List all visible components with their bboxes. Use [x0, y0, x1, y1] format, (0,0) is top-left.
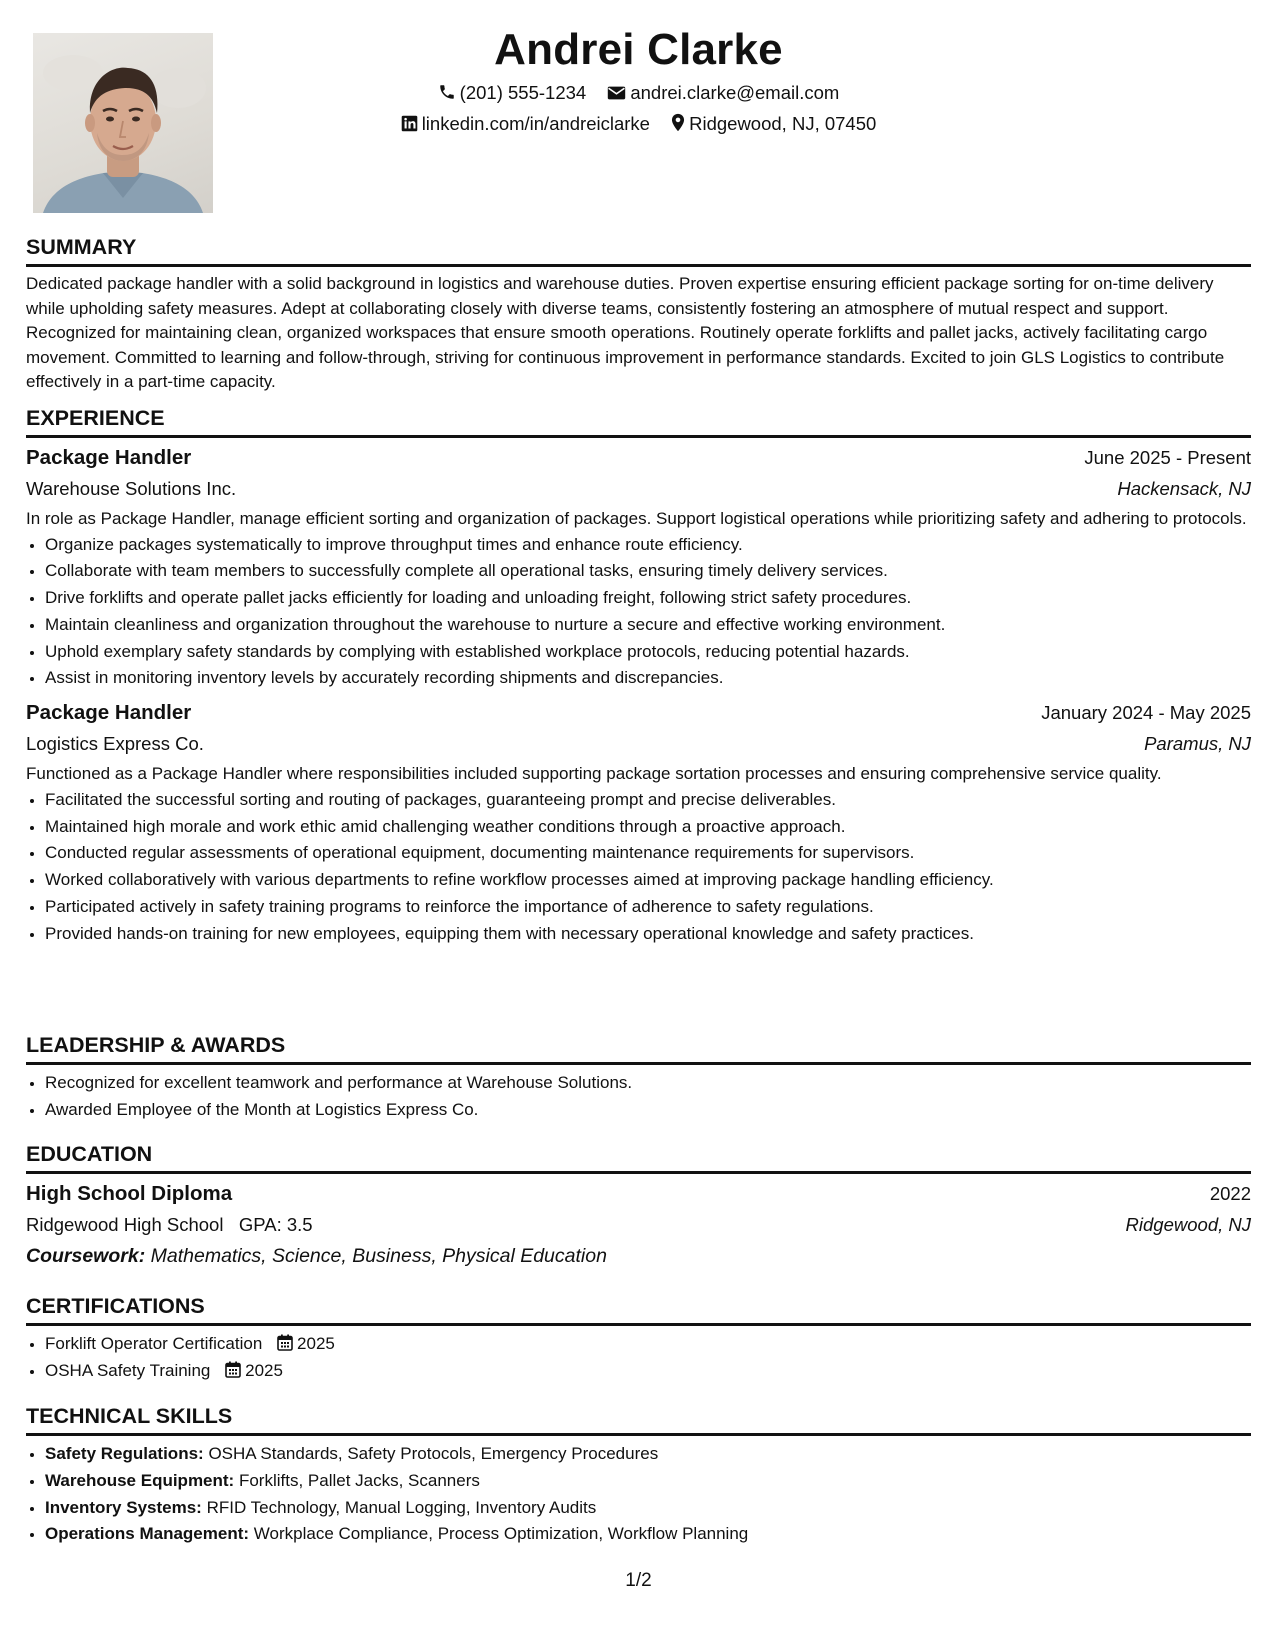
coursework-label: Coursework: [26, 1245, 146, 1267]
job-bullet: • Facilitated the successful sorting and routing of packages, guaranteeing prompt and precise deliverables. [45, 787, 1251, 814]
job-title-row [26, 698, 1251, 729]
skill-value: RFID Technology, Manual Logging, Inventory Audits [206, 1497, 597, 1517]
contact-row-2 [26, 111, 1251, 137]
job-company: Logistics Express Co. [26, 733, 204, 755]
school-row [26, 1210, 1251, 1241]
certifications-section [26, 1292, 1251, 1385]
job-title: Package Handler [26, 701, 192, 725]
certification-name: OSHA Safety Training [45, 1360, 211, 1380]
awards-section [26, 1031, 1251, 1124]
education-heading: EDUCATION [26, 1140, 1251, 1174]
experience-heading: EXPERIENCE [26, 404, 1251, 438]
skills-heading: TECHNICAL SKILLS [26, 1402, 1251, 1436]
certification-item [45, 1358, 1251, 1385]
job-dates: June 2025 - Present [1084, 447, 1251, 468]
job-dates: January 2024 - May 2025 [1041, 702, 1251, 724]
skills-list [26, 1441, 1251, 1548]
certifications-list [26, 1331, 1251, 1385]
map-pin-icon [671, 113, 685, 132]
skill-value: OSHA Standards, Safety Protocols, Emergency Procedures [208, 1444, 659, 1463]
job-bullet: • Collaborate with team members to successfully complete all operational tasks, ensuring timely delivery services. [45, 558, 1251, 585]
linkedin-contact[interactable] [401, 111, 650, 137]
job-bullet: • Maintained high morale and work ethic amid challenging weather conditions through a proactive approach. [45, 814, 1251, 841]
location-text: Ridgewood, NJ, 07450 [689, 113, 877, 134]
skill-item [45, 1495, 1251, 1522]
location-contact [671, 111, 876, 137]
job-location: Paramus, NJ [1144, 733, 1251, 755]
job-bullet: • Drive forklifts and operate pallet jacks efficiently for loading and unloading freight, following strict safety procedures. [45, 585, 1251, 612]
job-company: Warehouse Solutions Inc. [26, 478, 237, 499]
job-bullet: • Maintain cleanliness and organization throughout the warehouse to nurture a secure and effective working environment. [45, 612, 1251, 639]
summary-heading: SUMMARY [26, 233, 1251, 267]
job-location: Hackensack, NJ [1117, 478, 1251, 499]
calendar-icon [225, 1361, 241, 1378]
skill-value: Workplace Compliance, Process Optimization, Workflow Planning [253, 1524, 749, 1544]
phone-text: (201) 555-1234 [459, 82, 587, 103]
certification-year: 2025 [297, 1334, 335, 1353]
phone-contact[interactable] [438, 80, 587, 106]
job-title-row [26, 443, 1251, 474]
education-section [26, 1140, 1251, 1271]
job-entry [26, 698, 1251, 947]
envelope-icon [607, 85, 626, 101]
school-info [26, 1210, 313, 1240]
skill-label: Warehouse Equipment: [45, 1470, 235, 1490]
skill-label: Safety Regulations: [45, 1444, 204, 1463]
job-description: Functioned as a Package Handler where responsibilities included supporting package sortation processes and ensuring comprehensive service quality. [26, 764, 1162, 784]
award-item: • Recognized for excellent teamwork and performance at Warehouse Solutions. [45, 1070, 1251, 1097]
job-bullet: • Organize packages systematically to improve throughput times and enhance route efficiency. [45, 532, 1251, 559]
job-bullet: • Uphold exemplary safety standards by complying with established workplace protocols, reducing potential hazards. [45, 639, 1251, 666]
degree-row [26, 1179, 1251, 1210]
job-company-row [26, 729, 1251, 760]
graduation-year: 2022 [1209, 1183, 1251, 1204]
job-bullets [26, 532, 1251, 693]
job-title: Package Handler [26, 446, 192, 469]
coursework-list: Mathematics, Science, Business, Physical Education [150, 1245, 607, 1267]
email-contact[interactable] [607, 80, 839, 106]
skill-item [45, 1441, 1251, 1468]
email-text: andrei.clarke@email.com [630, 82, 840, 103]
job-bullet: • Conducted regular assessments of operational equipment, documenting maintenance requirements for supervisors. [45, 840, 1251, 867]
skill-label: Inventory Systems: [45, 1497, 202, 1517]
job-bullet: • Provided hands-on training for new employees, equipping them with necessary operational knowledge and safety practices. [45, 921, 1251, 948]
skill-value: Forklifts, Pallet Jacks, Scanners [238, 1470, 480, 1490]
skill-item [45, 1521, 1251, 1548]
phone-icon [438, 83, 456, 101]
skill-item [45, 1468, 1251, 1495]
job-bullet: • Assist in monitoring inventory levels by accurately recording shipments and discrepancies. [45, 665, 1251, 692]
awards-heading: LEADERSHIP & AWARDS [26, 1031, 1251, 1065]
gpa: GPA: 3.5 [238, 1214, 313, 1235]
resume-page [26, 0, 1251, 1650]
school-location: Ridgewood, NJ [1125, 1214, 1251, 1235]
certification-name: Forklift Operator Certification [45, 1334, 263, 1353]
degree-name: High School Diploma [26, 1182, 233, 1205]
skills-section [26, 1402, 1251, 1548]
certifications-heading: CERTIFICATIONS [26, 1292, 1251, 1326]
job-bullet: • Worked collaboratively with various departments to refine workflow processes aimed at improving package handling efficiency. [45, 867, 1251, 894]
summary-text: Dedicated package handler with a solid background in logistics and warehouse duties. Proven expertise ensuring efficient package sorting for on-time delivery while upholding safety measures. Adept at collaborating closely with diverse teams, consistently fostering an atmosphere of mutual respect and support. Recognized for maintaining clean, organized workspaces that ensure smooth operations. Routinely operate forklifts and pallet jacks, actively facilitating cargo movement. Committed to learning and follow-through, striving for continuous improvement in performance standards. Excited to join GLS Logistics to contribute effectively in a part-time capacity. [26, 274, 1225, 391]
awards-list [26, 1070, 1251, 1124]
experience-section [26, 404, 1251, 948]
calendar-icon [277, 1334, 293, 1351]
summary-section [26, 233, 1251, 395]
job-bullet: • Participated actively in safety training programs to reinforce the importance of adherence to safety regulations. [45, 894, 1251, 921]
job-description: In role as Package Handler, manage efficient sorting and organization of packages. Support logistical operations while prioritizing safety and adhering to protocols. [26, 509, 1247, 528]
linkedin-icon [401, 115, 418, 132]
contact-row-1 [26, 80, 1251, 106]
school-name: Ridgewood High School [26, 1214, 224, 1235]
candidate-name: Andrei Clarke [494, 25, 783, 74]
certification-item [45, 1331, 1251, 1358]
linkedin-text: linkedin.com/in/andreiclarke [421, 113, 650, 134]
job-bullets [26, 787, 1251, 948]
skill-label: Operations Management: [45, 1524, 250, 1544]
coursework [26, 1241, 1251, 1271]
certification-year: 2025 [245, 1360, 283, 1380]
job-entry [26, 443, 1251, 692]
page-number: 1/2 [625, 1570, 652, 1591]
award-item: • Awarded Employee of the Month at Logistics Express Co. [45, 1097, 1251, 1124]
job-company-row [26, 474, 1251, 505]
